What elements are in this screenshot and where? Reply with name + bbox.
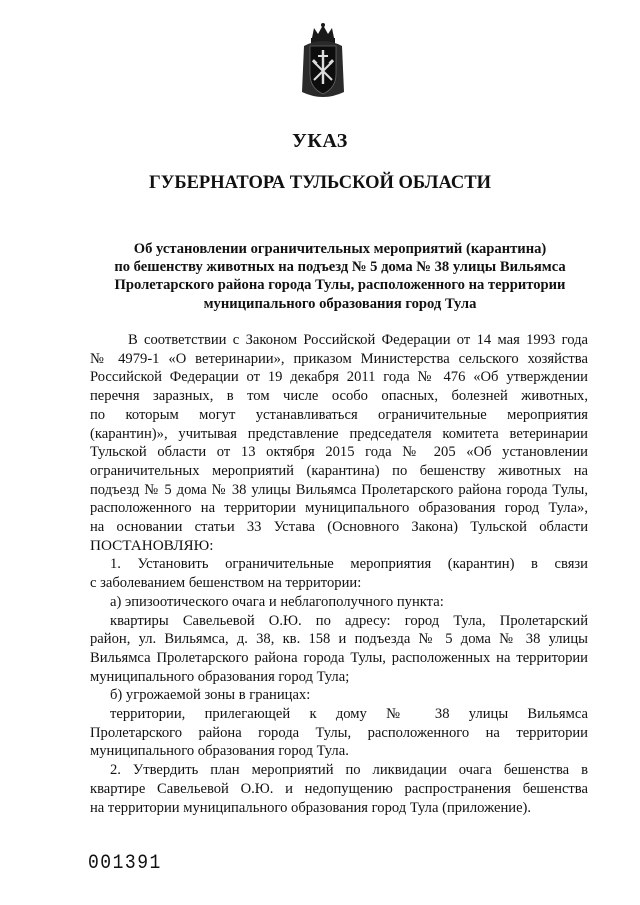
body-line: Тульской области от 13 октября 2015 года № 205 «Об установлении — [90, 444, 588, 461]
tula-coat-of-arms-icon — [300, 22, 346, 100]
body-line: с заболеванием бешенством на территории: — [90, 575, 362, 592]
body-line: (карантин)», учитывая представление председателя комитета ветеринарии — [90, 425, 588, 442]
body-line: расположенного на территории муниципального образования город Тула», — [90, 500, 588, 517]
heading-line: муниципального образования город Тула — [203, 295, 477, 312]
body-line: ограничительных мероприятий (карантина) по бешенству животных на — [90, 462, 588, 479]
body-line: на территории муниципального образования город Тула (приложение). — [90, 799, 532, 816]
body-line: квартире Савельевой О.Ю. и недопущению распространения бешенства — [90, 780, 588, 797]
decree-heading — [90, 240, 590, 313]
body-line: подъезд № 5 дома № 38 улицы Вильямса Пролетарского района города Тулы, — [90, 481, 588, 498]
decree-title: УКАЗ — [292, 130, 348, 152]
clause-1: 1. Установить ограничительные мероприятия (карантин) в связи — [110, 556, 588, 573]
clause-2: 2. Утвердить план мероприятий по ликвидации очага бешенства в — [110, 762, 588, 779]
body-line: Пролетарского района города Тулы, расположенного на территории — [90, 724, 588, 741]
body-line: В соответствии с Законом Российской Федерации от 14 мая 1993 года — [128, 332, 588, 348]
subclause-a: а) эпизоотического очага и неблагополучного пункта: — [110, 593, 444, 610]
body-line: муниципального образования город Тула; — [90, 668, 350, 685]
body-line: по которым могут устанавливаться ограничительные мероприятия — [90, 406, 588, 423]
body-line: муниципального образования город Тула. — [90, 743, 349, 760]
decree-resolution-word: ПОСТАНОВЛЯЮ: — [90, 536, 214, 554]
body-line: квартиры Савельевой О.Ю. по адресу: город Тула, Пролетарский — [110, 612, 588, 629]
decree-issuer: ГУБЕРНАТОРА ТУЛЬСКОЙ ОБЛАСТИ — [149, 173, 491, 193]
body-line: территории, прилегающей к дому № 38 улицы Вильямса — [110, 706, 588, 723]
body-line: перечня заразных, в том числе особо опасных, болезней животных, — [90, 388, 588, 405]
decree-body — [90, 331, 588, 817]
heading-line: Об установлении ограничительных мероприятий (карантина) — [133, 241, 547, 257]
heading-line: по бешенству животных на подъезд № 5 дома № 38 улицы Вильямса — [114, 259, 566, 276]
body-line: № 4979-1 «О ветеринарии», приказом Министерства сельского хозяйства — [90, 350, 588, 367]
body-line: на основании статьи 33 Устава (Основного Закона) Тульской области — [90, 519, 588, 536]
body-line: Российской Федерации от 19 декабря 2011 года № 476 «Об утверждении — [90, 369, 588, 386]
coat-of-arms-graphic — [300, 22, 346, 100]
subclause-b: б) угрожаемой зоны в границах: — [110, 687, 311, 704]
heading-line: Пролетарского района города Тулы, расположенного на территории — [114, 277, 566, 294]
serial-number: 001391 — [88, 852, 162, 875]
body-line: Вильямса Пролетарского района города Тулы, расположенных на территории — [90, 649, 588, 666]
body-line: район, ул. Вильямса, д. 38, кв. 158 и подъезда № 5 дома № 38 улицы — [90, 631, 588, 648]
